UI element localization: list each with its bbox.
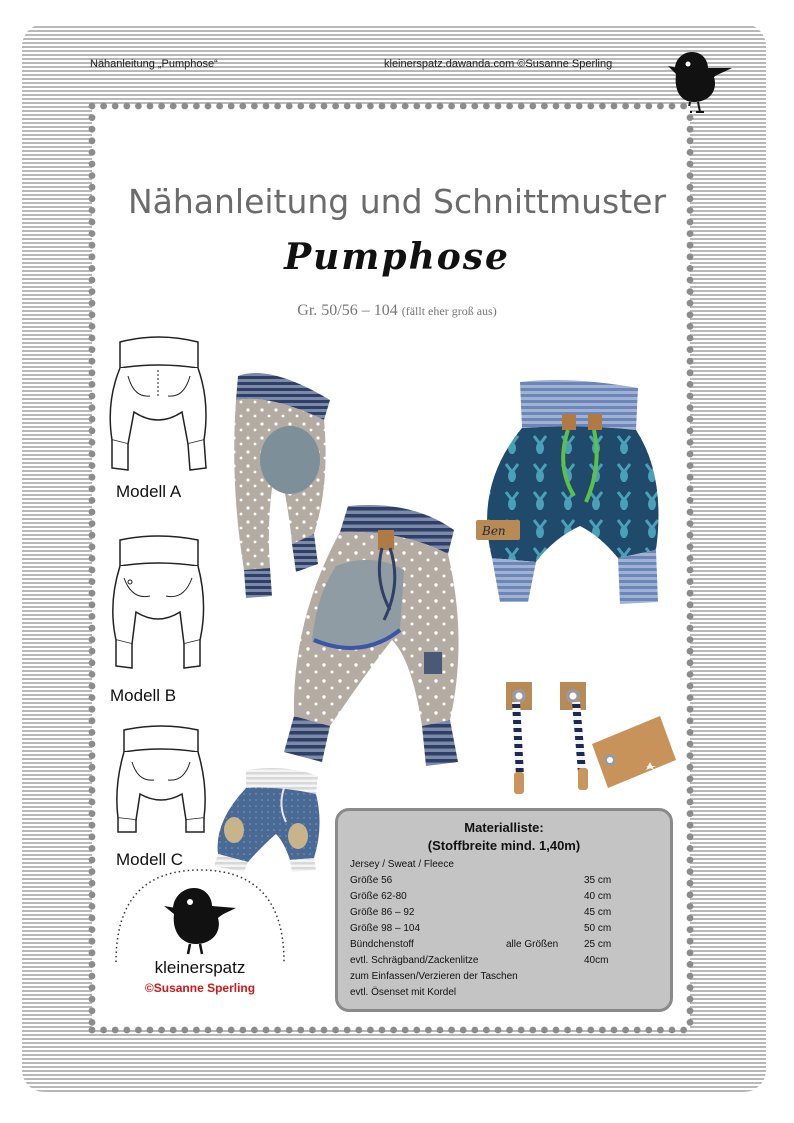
frame-dot — [645, 103, 652, 110]
frame-dot — [687, 532, 694, 539]
frame-dot — [89, 1019, 96, 1026]
frame-dot — [541, 1027, 548, 1034]
frame-dot — [657, 103, 664, 110]
frame-dot — [89, 172, 96, 179]
frame-dot — [89, 706, 96, 713]
frame-dot — [687, 949, 694, 956]
frame-dot — [89, 126, 96, 133]
frame-dot — [687, 996, 694, 1003]
material-row-note: alle Größen — [506, 939, 559, 950]
frame-dot — [687, 822, 694, 829]
frame-dot — [687, 926, 694, 933]
frame-dot — [89, 868, 96, 875]
frame-dot — [89, 625, 96, 632]
frame-dot — [89, 636, 96, 643]
frame-dot — [390, 103, 397, 110]
frame-dot — [587, 103, 594, 110]
frame-dot — [89, 915, 96, 922]
frame-dot — [89, 555, 96, 562]
frame-dot — [687, 706, 694, 713]
frame-dot — [286, 103, 293, 110]
frame-dot — [89, 427, 96, 434]
frame-dot — [89, 532, 96, 539]
frame-dot — [89, 601, 96, 608]
frame-dot — [89, 833, 96, 840]
frame-dot — [553, 103, 560, 110]
material-row-label: Größe 98 – 104 — [350, 923, 421, 934]
frame-dot — [112, 103, 119, 110]
frame-dot — [687, 799, 694, 806]
frame-dot — [100, 1027, 107, 1034]
frame-dot — [355, 1027, 362, 1034]
material-row-value: 25 cm — [584, 939, 612, 950]
frame-dot — [413, 1027, 420, 1034]
frame-dot — [687, 485, 694, 492]
main-title: Nähanleitung und Schnittmuster — [127, 182, 667, 221]
frame-dot — [529, 103, 536, 110]
frame-dot — [518, 1027, 525, 1034]
frame-dot — [425, 1027, 432, 1034]
frame-dot — [89, 369, 96, 376]
frame-dot — [89, 775, 96, 782]
modell-a-label: Modell A — [116, 482, 182, 501]
frame-dot — [687, 741, 694, 748]
material-row-value: 50 cm — [584, 923, 612, 934]
frame-dot — [379, 103, 386, 110]
frame-dot — [263, 1027, 270, 1034]
frame-dot — [471, 103, 478, 110]
frame-dot — [89, 926, 96, 933]
frame-dot — [687, 868, 694, 875]
frame-dot — [448, 103, 455, 110]
size-main: Gr. 50/56 – 104 — [297, 302, 398, 319]
frame-dot — [158, 103, 165, 110]
frame-dot — [332, 103, 339, 110]
frame-dot — [518, 103, 525, 110]
frame-dot — [297, 1027, 304, 1034]
frame-dot — [687, 323, 694, 330]
frame-dot — [483, 103, 490, 110]
material-row-value: 45 cm — [584, 907, 612, 918]
material-row-value: 40cm — [584, 955, 609, 966]
frame-dot — [239, 1027, 246, 1034]
frame-dot — [437, 1027, 444, 1034]
ben-label-tag: Ben — [482, 524, 506, 538]
frame-dot — [529, 1027, 536, 1034]
frame-dot — [687, 891, 694, 898]
frame-dot — [687, 880, 694, 887]
frame-dot — [89, 578, 96, 585]
frame-dot — [170, 1027, 177, 1034]
frame-dot — [228, 103, 235, 110]
frame-dot — [251, 103, 258, 110]
frame-dot — [89, 787, 96, 794]
frame-dot — [89, 729, 96, 736]
frame-dot — [687, 903, 694, 910]
frame-dot — [541, 103, 548, 110]
size-range — [0, 302, 794, 320]
frame-dot — [687, 555, 694, 562]
frame-dot — [687, 509, 694, 516]
modell-c-drawing — [106, 722, 216, 842]
frame-dot — [687, 613, 694, 620]
frame-dot — [205, 103, 212, 110]
frame-dot — [669, 103, 676, 110]
frame-dot — [89, 741, 96, 748]
frame-dot — [89, 161, 96, 168]
frame-dot — [687, 845, 694, 852]
frame-dot — [687, 381, 694, 388]
frame-dot — [687, 161, 694, 168]
material-row-label: Jersey / Sweat / Fleece — [350, 859, 454, 870]
frame-dot — [687, 717, 694, 724]
brand-sparrow-icon — [160, 880, 240, 956]
frame-dot — [687, 764, 694, 771]
subtitle: Pumphose — [284, 236, 510, 278]
material-row-value: 40 cm — [584, 891, 612, 902]
frame-dot — [687, 126, 694, 133]
frame-dot — [471, 1027, 478, 1034]
frame-dot — [89, 335, 96, 342]
material-row-label: Bündchenstoff — [350, 939, 414, 950]
material-row-value: 35 cm — [584, 875, 612, 886]
frame-dot — [251, 1027, 258, 1034]
frame-dot — [181, 103, 188, 110]
frame-dot — [402, 1027, 409, 1034]
brand-name: kleinerspatz — [154, 958, 246, 977]
frame-dot — [687, 567, 694, 574]
frame-dot — [89, 103, 96, 110]
frame-dot — [216, 1027, 223, 1034]
frame-dot — [553, 1027, 560, 1034]
frame-dot — [170, 103, 177, 110]
frame-dot — [89, 683, 96, 690]
frame-dot — [687, 439, 694, 446]
frame-dot — [89, 880, 96, 887]
frame-dot — [460, 103, 467, 110]
frame-dot — [89, 613, 96, 620]
frame-dot — [687, 961, 694, 968]
frame-dot — [89, 358, 96, 365]
frame-dot — [89, 149, 96, 156]
frame-dot — [379, 1027, 386, 1034]
frame-dot — [611, 103, 618, 110]
frame-dot — [205, 1027, 212, 1034]
frame-dot — [89, 346, 96, 353]
frame-dot — [274, 103, 281, 110]
material-list-title: Materialliste: — [464, 820, 544, 835]
frame-dot — [193, 103, 200, 110]
frame-dot — [687, 787, 694, 794]
frame-dot — [89, 404, 96, 411]
frame-dot — [181, 1027, 188, 1034]
frame-dot — [413, 103, 420, 110]
frame-dot — [687, 543, 694, 550]
frame-dot — [687, 427, 694, 434]
frame-dot — [460, 1027, 467, 1034]
frame-dot — [599, 1027, 606, 1034]
frame-dot — [687, 1007, 694, 1014]
frame-dot — [228, 1027, 235, 1034]
frame-dot — [687, 729, 694, 736]
frame-dot — [89, 845, 96, 852]
frame-dot — [564, 103, 571, 110]
frame-dot — [89, 567, 96, 574]
frame-dot — [687, 683, 694, 690]
frame-dot — [89, 590, 96, 597]
frame-dot — [89, 822, 96, 829]
material-row-label: Größe 86 – 92 — [350, 907, 415, 918]
frame-dot — [687, 775, 694, 782]
frame-dot — [687, 578, 694, 585]
frame-dot — [687, 636, 694, 643]
frame-dot — [687, 833, 694, 840]
modell-a-drawing — [98, 332, 218, 482]
frame-dot — [669, 1027, 676, 1034]
frame-dot — [390, 1027, 397, 1034]
frame-dot — [89, 520, 96, 527]
frame-dot — [89, 416, 96, 423]
frame-dot — [611, 1027, 618, 1034]
frame-dot — [367, 103, 374, 110]
frame-dot — [89, 694, 96, 701]
frame-dot — [112, 1027, 119, 1034]
header-title: Nähanleitung „Pumphose“ — [90, 58, 218, 70]
frame-dot — [89, 393, 96, 400]
material-row-label: evtl. Ösenset mit Kordel — [350, 987, 457, 998]
frame-dot — [286, 1027, 293, 1034]
frame-dot — [687, 810, 694, 817]
star-pants-pocket-photo — [272, 500, 472, 780]
frame-dot — [687, 671, 694, 678]
frame-dot — [89, 659, 96, 666]
frame-dot — [123, 103, 130, 110]
frame-dot — [309, 1027, 316, 1034]
material-list-box — [335, 808, 673, 1012]
frame-dot — [263, 103, 270, 110]
frame-dot — [687, 474, 694, 481]
frame-dot — [89, 485, 96, 492]
frame-dot — [89, 462, 96, 469]
frame-dot — [687, 137, 694, 144]
frame-dot — [89, 857, 96, 864]
material-row-label: Größe 56 — [350, 875, 393, 886]
frame-dot — [89, 891, 96, 898]
frame-dot — [89, 323, 96, 330]
frame-dot — [89, 903, 96, 910]
frame-dot — [89, 799, 96, 806]
frame-dot — [687, 520, 694, 527]
frame-dot — [564, 1027, 571, 1034]
frame-dot — [687, 601, 694, 608]
blue-pants-photo — [206, 762, 324, 872]
frame-dot — [437, 103, 444, 110]
frame-dot — [634, 103, 641, 110]
frame-dot — [645, 1027, 652, 1034]
frame-dot — [687, 497, 694, 504]
frame-dot — [216, 103, 223, 110]
frame-dot — [687, 973, 694, 980]
brand-copyright: ©Susanne Sperling — [144, 981, 256, 995]
frame-dot — [576, 1027, 583, 1034]
material-list-subtitle: (Stoffbreite mind. 1,40m) — [427, 838, 581, 853]
frame-dot — [89, 137, 96, 144]
frame-dot — [448, 1027, 455, 1034]
frame-dot — [687, 938, 694, 945]
frame-dot — [89, 752, 96, 759]
frame-dot — [89, 288, 96, 295]
frame-dot — [89, 949, 96, 956]
frame-dot — [425, 103, 432, 110]
frame-dot — [89, 984, 96, 991]
frame-dot — [687, 984, 694, 991]
frame-dot — [495, 1027, 502, 1034]
frame-dot — [687, 694, 694, 701]
frame-dot — [89, 543, 96, 550]
material-row-label: Größe 62-80 — [350, 891, 407, 902]
frame-dot — [680, 103, 687, 110]
frame-dot — [687, 393, 694, 400]
frame-dot — [687, 625, 694, 632]
frame-dot — [89, 717, 96, 724]
frame-dot — [321, 1027, 328, 1034]
frame-dot — [587, 1027, 594, 1034]
frame-dot — [344, 1027, 351, 1034]
frame-dot — [89, 1027, 96, 1034]
frame-dot — [89, 973, 96, 980]
frame-dot — [89, 381, 96, 388]
frame-dot — [687, 335, 694, 342]
navy-deer-pants-photo — [470, 376, 670, 624]
frame-dot — [622, 103, 629, 110]
frame-dot — [239, 103, 246, 110]
frame-dot — [687, 590, 694, 597]
size-note: (fällt eher groß aus) — [401, 304, 497, 318]
frame-dot — [687, 416, 694, 423]
frame-dot — [687, 857, 694, 864]
frame-dot — [89, 648, 96, 655]
frame-dot — [495, 103, 502, 110]
frame-dot — [687, 288, 694, 295]
frame-dot — [680, 1027, 687, 1034]
frame-dot — [402, 103, 409, 110]
frame-dot — [321, 103, 328, 110]
frame-dot — [687, 915, 694, 922]
frame-dot — [344, 103, 351, 110]
frame-dot — [687, 404, 694, 411]
frame-dot — [89, 509, 96, 516]
frame-dot — [89, 764, 96, 771]
frame-dot — [687, 346, 694, 353]
frame-dot — [89, 961, 96, 968]
frame-dot — [89, 439, 96, 446]
frame-dot — [89, 451, 96, 458]
frame-dot — [123, 1027, 130, 1034]
eyelet-cord-set-photo — [500, 672, 680, 802]
frame-dot — [506, 1027, 513, 1034]
material-row-label: zum Einfassen/Verzieren der Taschen — [350, 971, 518, 982]
frame-dot — [687, 659, 694, 666]
modell-c-label: Modell C — [116, 850, 184, 869]
frame-dot — [687, 462, 694, 469]
frame-dot — [89, 114, 96, 121]
modell-b-drawing — [98, 530, 218, 680]
frame-dot — [89, 497, 96, 504]
frame-dot — [332, 1027, 339, 1034]
frame-dot — [687, 358, 694, 365]
frame-dot — [687, 451, 694, 458]
frame-dot — [687, 648, 694, 655]
frame-dot — [687, 172, 694, 179]
header-website: kleinerspatz.dawanda.com ©Susanne Sperling — [384, 58, 613, 70]
frame-dot — [147, 1027, 154, 1034]
frame-dot — [89, 810, 96, 817]
frame-dot — [135, 103, 142, 110]
modell-b-label: Modell B — [110, 686, 177, 705]
frame-dot — [687, 369, 694, 376]
frame-dot — [367, 1027, 374, 1034]
frame-dot — [687, 752, 694, 759]
frame-dot — [89, 996, 96, 1003]
frame-dot — [158, 1027, 165, 1034]
frame-dot — [657, 1027, 664, 1034]
frame-dot — [297, 103, 304, 110]
frame-dot — [687, 114, 694, 121]
frame-dot — [483, 1027, 490, 1034]
frame-dot — [147, 103, 154, 110]
frame-dot — [506, 103, 513, 110]
frame-dot — [135, 1027, 142, 1034]
frame-dot — [89, 938, 96, 945]
frame-dot — [193, 1027, 200, 1034]
frame-dot — [89, 671, 96, 678]
frame-dot — [687, 1019, 694, 1026]
frame-dot — [89, 474, 96, 481]
frame-dot — [309, 103, 316, 110]
frame-dot — [100, 103, 107, 110]
frame-dot — [89, 1007, 96, 1014]
frame-dot — [355, 103, 362, 110]
frame-dot — [576, 103, 583, 110]
material-row-label: evtl. Schrägband/Zackenlitze — [350, 955, 479, 966]
frame-dot — [274, 1027, 281, 1034]
frame-dot — [687, 149, 694, 156]
frame-dot — [599, 103, 606, 110]
frame-dot — [634, 1027, 641, 1034]
frame-dot — [622, 1027, 629, 1034]
